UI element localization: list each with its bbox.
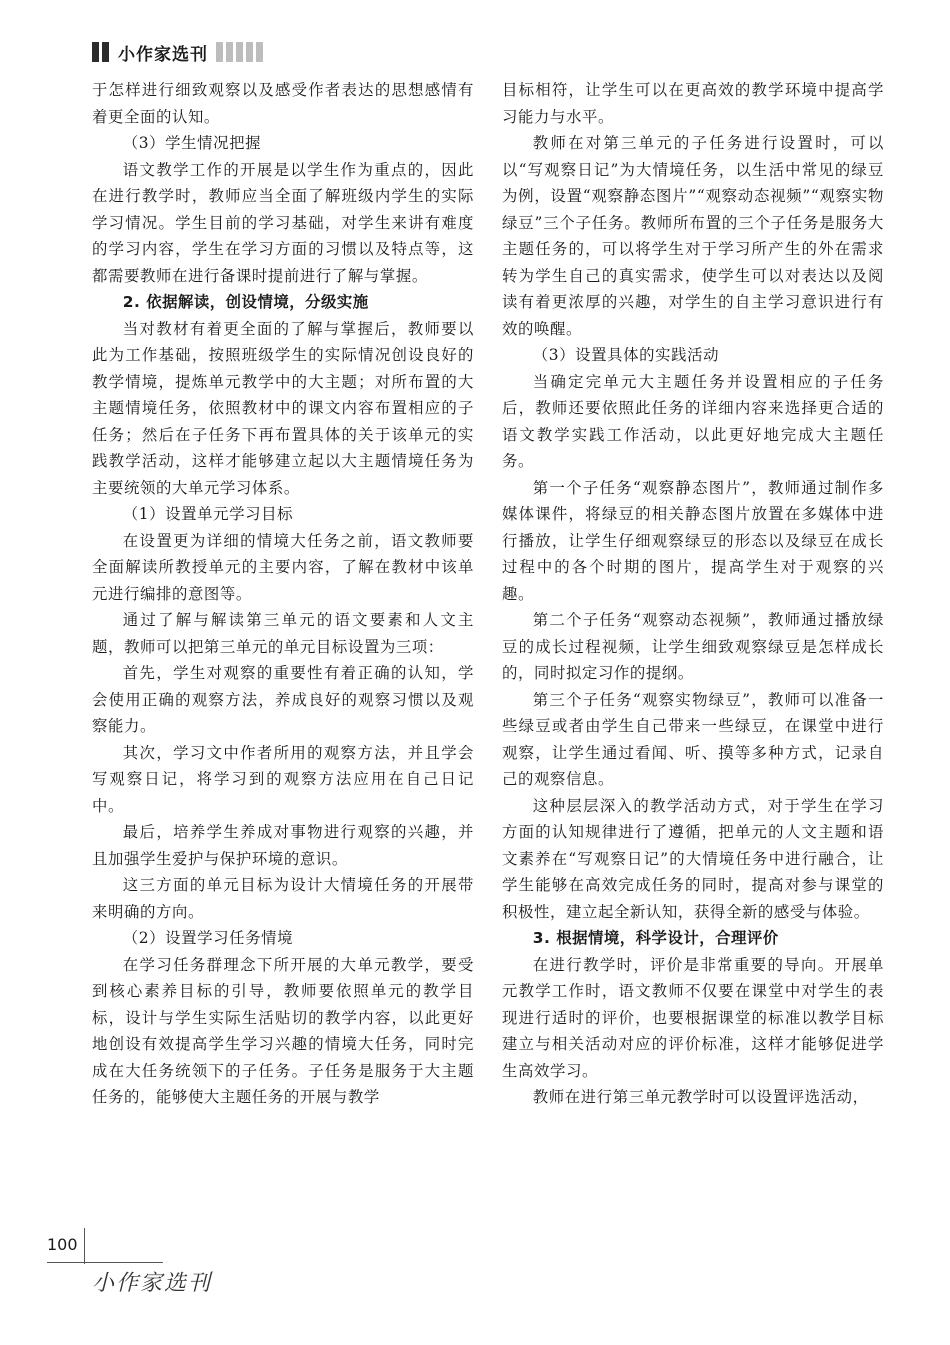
paragraph: 于怎样进行细致观察以及感受作者表达的思想感情有着更全面的认知。 [92, 81, 474, 126]
paragraph: 教师在进行第三单元教学时可以设置评选活动， [532, 1088, 869, 1106]
header-bar-icon [216, 42, 223, 62]
paragraph: 通过了解与解读第三单元的语文要素和人文主题，教师可以把第三单元的单元目标设置为三项： [92, 611, 474, 656]
paragraph: 这三方面的单元目标为设计大情境任务的开展带来明确的方向。 [92, 876, 474, 921]
left-column [92, 77, 474, 1111]
paragraph: 第三个子任务“观察实物绿豆”，教师可以准备一些绿豆或者由学生自己带来一些绿豆，在课堂中进行观察，让学生通过看闻、听、摸等多种方式，记录自己的观察信息。 [502, 690, 884, 788]
paragraph: 其次，学习文中作者所用的观察方法，并且学会写观察日记，将学习到的观察方法应用在自己日记中。 [92, 743, 474, 815]
paragraph: （2）设置学习任务情境 [122, 929, 294, 947]
paragraph: 当确定完单元大主题任务并设置相应的子任务后，教师还要依照此任务的详细内容来选择更合适的语文教学实践工作活动，以此更好地完成大主题任务。 [502, 372, 884, 470]
header-bar-icon [256, 42, 263, 62]
footer-divider [84, 1228, 85, 1264]
paragraph: 在进行教学时，评价是非常重要的导向。开展单元教学工作时，语文教师不仅要在课堂中对学生的表现进行适时的评价，也要根据课堂的标准以教学目标建立与相关活动对应的评价标准，这样才能够促进学生高效学习。 [502, 955, 884, 1080]
header-bar-icon [236, 42, 243, 62]
right-column [502, 77, 884, 1111]
section-heading: 3. 根据情境，科学设计，合理评价 [532, 929, 779, 947]
paragraph: 在学习任务群理念下所开展的大单元教学，要受到核心素养目标的引导，教师要依照单元的教学目标，设计与学生实际生活贴切的教学内容，以此更好地创设有效提高学生学习兴趣的情境大任务，同时完成在大任务统领下的子任务。子任务是服务于大主题任务的，能够使大主题任务的开展与教学 [92, 955, 474, 1106]
footer-rule [47, 1262, 163, 1263]
header-bar-icon [246, 42, 253, 62]
paragraph: 首先，学生对观察的重要性有着正确的认知，学会使用正确的观察方法，养成良好的观察习惯以及观察能力。 [92, 664, 474, 735]
journal-title: 小作家选刊 [118, 44, 208, 65]
header-bar-icon [102, 42, 109, 62]
header-bar-icon [92, 42, 99, 62]
paragraph: 目标相符，让学生可以在更高效的教学环境中提高学习能力与水平。 [502, 81, 884, 126]
journal-logo: 小作家选刊 [92, 1271, 213, 1296]
header-bar-icon [226, 42, 233, 62]
page-number: 100 [47, 1235, 78, 1254]
paragraph: 第二个子任务“观察动态视频”，教师通过播放绿豆的成长过程视频，让学生细致观察绿豆是怎样成长的，同时拟定习作的提纲。 [502, 611, 884, 682]
paragraph: 第一个子任务“观察静态图片”，教师通过制作多媒体课件，将绿豆的相关静态图片放置在多媒体中进行播放，让学生仔细观察绿豆的形态以及绿豆在成长过程中的各个时期的图片，提高学生对于观察的兴趣。 [502, 478, 884, 603]
paragraph: 最后，培养学生养成对事物进行观察的兴趣，并且加强学生爱护与保护环境的意识。 [92, 823, 474, 868]
paragraph: 语文教学工作的开展是以学生作为重点的，因此在进行教学时，教师应当全面了解班级内学生的实际学习情况。学生目前的学习基础，对学生来讲有难度的学习内容，学生在学习方面的习惯以及特点等，这都需要教师在进行备课时提前进行了解与掌握。 [92, 160, 474, 285]
running-header [92, 38, 266, 66]
section-heading: 2. 依据解读，创设情境，分级实施 [122, 293, 369, 311]
paragraph: （3）学生情况把握 [122, 134, 262, 152]
paragraph: （1）设置单元学习目标 [122, 505, 294, 523]
paragraph: 在设置更为详细的情境大任务之前，语文教师要全面解读所教授单元的主要内容，了解在教材中该单元进行编排的意图等。 [92, 531, 474, 603]
paragraph: 教师在对第三单元的子任务进行设置时，可以以“写观察日记”为大情境任务，以生活中常见的绿豆为例，设置“观察静态图片”“观察动态视频”“观察实物绿豆”三个子任务。教师所布置的三个子任务是服务大主题任务的，可以将学生对于学习所产生的外在需求转为学生自己的真实需求，使学生可以对表达以及阅读有着更浓厚的兴趣，对学生的自主学习意识进行有效的唤醒。 [502, 134, 884, 338]
paragraph: （3）设置具体的实践活动 [532, 346, 720, 364]
paragraph: 这种层层深入的教学活动方式，对于学生在学习方面的认知规律进行了遵循，把单元的人文主题和语文素养在“写观察日记”的大情境任务中进行融合，让学生能够在高效完成任务的同时，提高对参与课堂的积极性，建立起全新认知，获得全新的感受与体验。 [502, 796, 884, 921]
paragraph: 当对教材有着更全面的了解与掌握后，教师要以此为工作基础，按照班级学生的实际情况创设良好的教学情境，提炼单元教学中的大主题；对所布置的大主题情境任务，依照教材中的课文内容布置相应的子任务；然后在子任务下再布置具体的关于该单元的实践教学活动，这样才能够建立起以大主题情境任务为主要统领的大单元学习体系。 [92, 319, 474, 497]
